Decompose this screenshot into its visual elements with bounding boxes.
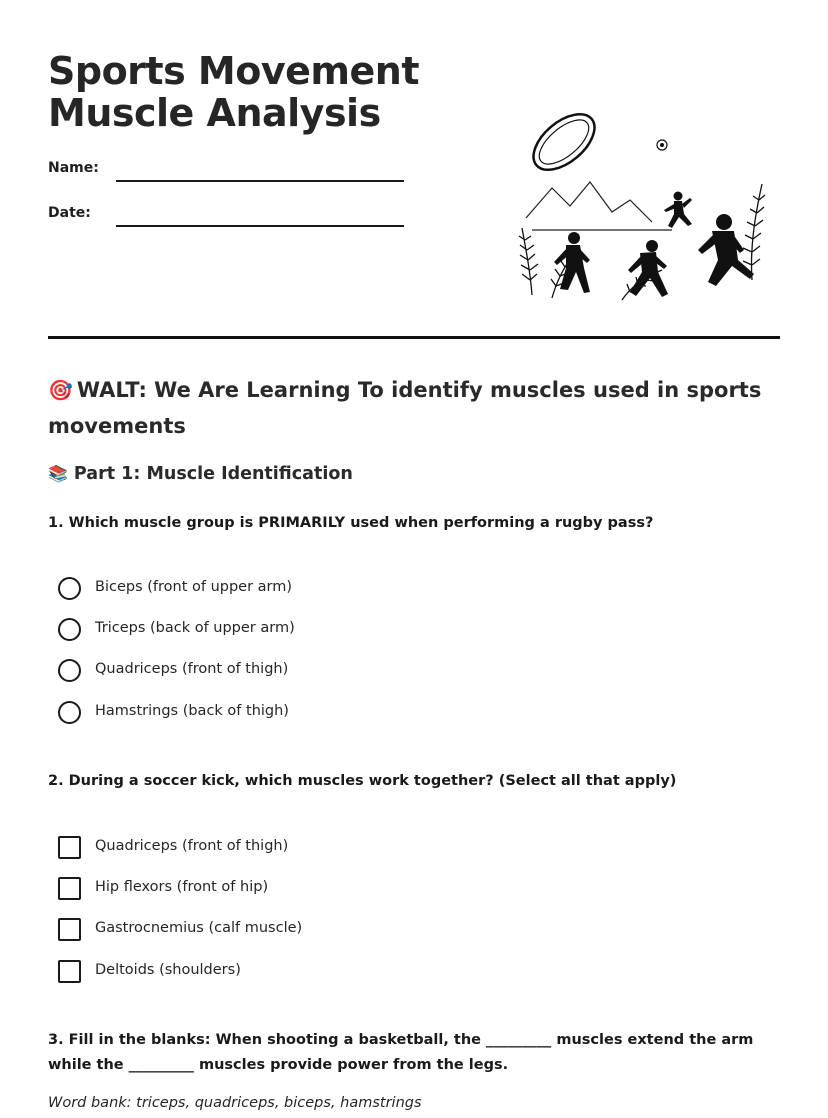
q2-option-2-label: Hip flexors (front of hip): [95, 879, 269, 895]
walt-heading: [48, 372, 768, 444]
radio-circle-icon[interactable]: [58, 577, 81, 600]
q2-option-2[interactable]: [58, 877, 458, 901]
sports-silhouettes-illustration: [512, 100, 782, 310]
mountains-icon: [526, 182, 672, 230]
q1-option-1-label: Biceps (front of upper arm): [95, 579, 293, 595]
soccer-ball-icon: [657, 140, 667, 150]
q1-option-3[interactable]: [58, 659, 458, 683]
title-line-2: Muscle Analysis: [48, 91, 381, 135]
q1-option-2[interactable]: [58, 618, 458, 642]
name-label: Name:: [48, 160, 99, 176]
q1-option-1[interactable]: [58, 577, 458, 601]
checkbox-square-icon[interactable]: [58, 877, 81, 900]
name-input-line[interactable]: [116, 180, 404, 182]
rugby-ball-icon: [524, 104, 605, 181]
q2-option-4[interactable]: [58, 960, 458, 984]
q2-option-4-label: Deltoids (shoulders): [95, 962, 241, 978]
part1-title: Part 1: Muscle Identification: [73, 464, 353, 484]
walt-text: WALT: We Are Learning To identify muscles used in sports movements: [48, 378, 762, 438]
q1-option-2-label: Triceps (back of upper arm): [95, 620, 295, 636]
target-icon: 🎯: [48, 378, 73, 402]
title-line-1: Sports Movement: [48, 49, 419, 93]
checkbox-square-icon[interactable]: [58, 960, 81, 983]
books-icon: 📚: [48, 464, 68, 483]
radio-circle-icon[interactable]: [58, 701, 81, 724]
checkbox-square-icon[interactable]: [58, 918, 81, 941]
name-field[interactable]: [48, 160, 408, 190]
date-label: Date:: [48, 205, 91, 221]
runner-middle-icon: [628, 240, 668, 297]
q1-option-3-label: Quadriceps (front of thigh): [95, 661, 289, 677]
runner-left-icon: [554, 232, 590, 293]
radio-circle-icon[interactable]: [58, 618, 81, 641]
question-3: 3. Fill in the blanks: When shooting a basketball, the _________ muscles extend the arm while the _________ muscles provide power from the legs.: [48, 1032, 754, 1073]
q1-option-4[interactable]: [58, 701, 458, 725]
q1-option-4-label: Hamstrings (back of thigh): [95, 703, 289, 719]
question-2: 2. During a soccer kick, which muscles work together? (Select all that apply): [48, 773, 677, 789]
runner-right-icon: [698, 214, 754, 286]
q2-option-1-label: Quadriceps (front of thigh): [95, 838, 289, 854]
date-field[interactable]: [48, 205, 408, 235]
radio-circle-icon[interactable]: [58, 659, 81, 682]
q2-option-1[interactable]: [58, 836, 458, 860]
worksheet-title: [48, 50, 468, 134]
q2-option-3[interactable]: [58, 918, 458, 942]
runner-small-icon: [664, 192, 692, 229]
question-1: 1. Which muscle group is PRIMARILY used when performing a rugby pass?: [48, 515, 654, 531]
checkbox-square-icon[interactable]: [58, 836, 81, 859]
header-divider: [48, 336, 780, 339]
q2-option-3-label: Gastrocnemius (calf muscle): [95, 920, 303, 936]
part1-heading: [48, 464, 353, 484]
date-input-line[interactable]: [116, 225, 404, 227]
word-bank: Word bank: triceps, quadriceps, biceps, hamstrings: [48, 1095, 422, 1111]
